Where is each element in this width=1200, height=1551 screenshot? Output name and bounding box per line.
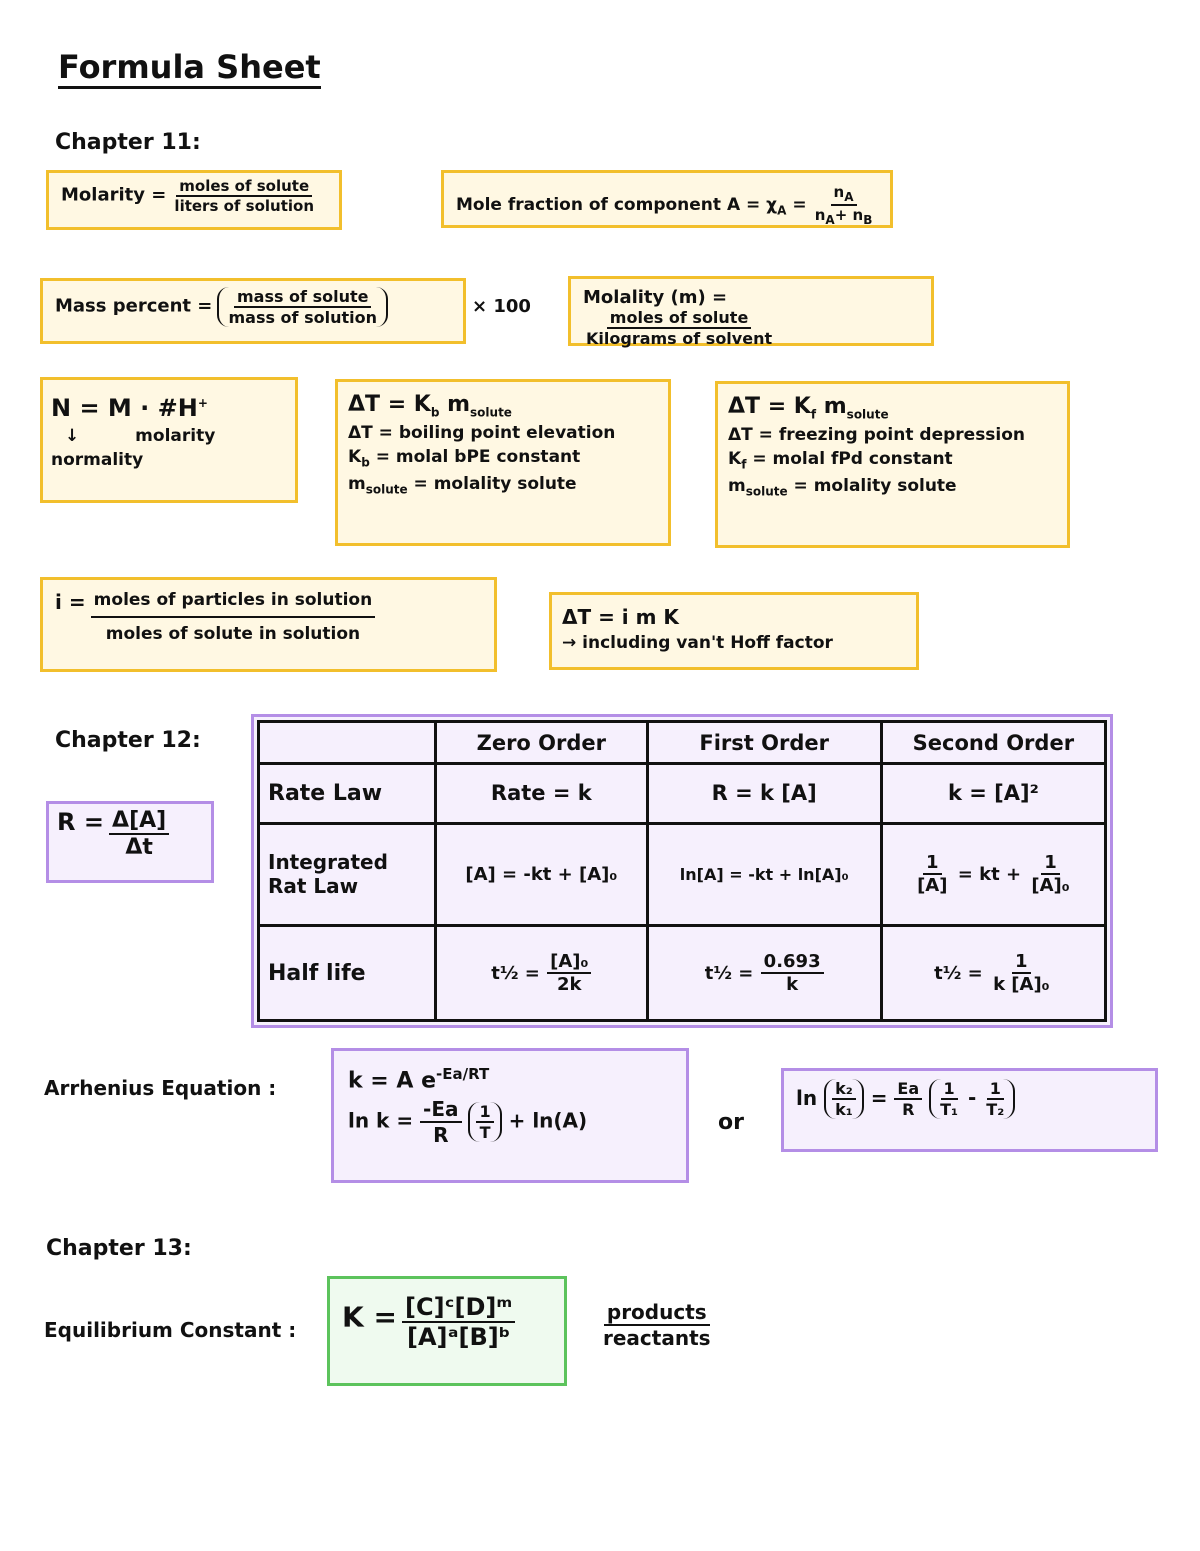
normality-equation: N = M · #H+ (51, 394, 208, 422)
rate-law-second: k = [A]² (881, 764, 1105, 824)
chapter-11-heading: Chapter 11: (55, 130, 201, 155)
boiling-point-box (335, 379, 671, 546)
molarity-fraction (171, 177, 317, 215)
mass-percent-label: Mass percent = (55, 295, 213, 317)
arrhenius-label: Arrhenius Equation : (44, 1076, 277, 1100)
vant-hoff-denominator: moles of solute in solution (105, 624, 361, 644)
equilibrium-label: Equilibrium Constant : (44, 1318, 297, 1342)
rate-fraction (109, 808, 169, 860)
imk-equation: ΔT = i m K (562, 605, 679, 629)
molarity-label: Molarity = (61, 184, 167, 206)
vant-hoff-fraction (91, 590, 376, 644)
table-header-second: Second Order (881, 722, 1105, 764)
mole-fraction-fraction: $\frac{n_A}{n_A+ n_B}$ (814, 183, 873, 227)
bp-definition: ΔT = boiling point elevation (348, 423, 616, 444)
molality-numerator: moles of solute (607, 308, 752, 329)
fp-constant: $K_f$ = molal fPd constant (728, 449, 953, 472)
vant-hoff-numerator: moles of particles in solution (91, 590, 376, 618)
reactants-label: reactants (603, 1326, 711, 1350)
bp-constant: $K_b$ = molal bPE constant (348, 447, 581, 470)
rate-law-zero: Rate = k (436, 764, 648, 824)
half-life-first: t½ = $\frac{0.693}{k}$ (647, 926, 881, 1021)
integrated-second: $\frac{1}{[A]}$ = kt + $\frac{1}{\text{[A]₀}}$ (881, 823, 1105, 925)
integrated-zero: [A] = -kt + [A]₀ (436, 823, 648, 925)
mass-percent-numerator: mass of solute (234, 287, 372, 308)
chapter-13-heading: Chapter 13: (46, 1236, 192, 1261)
row-label-integrated: Integrated Rat Law (259, 823, 436, 925)
bp-equation: $\Delta T = K_b$ $m_{solute}$ (348, 392, 512, 420)
molarity-box (46, 170, 342, 230)
arrhenius-linear: ln k = $\frac{-Ea}{R}$ $\frac{1}{T}$ + ln(A) (348, 1097, 588, 1148)
rate-denominator: Δt (125, 835, 153, 860)
half-life-second: t½ = $\frac{1}{\text{k [A]₀}}$ (881, 926, 1105, 1021)
equilibrium-k-label: K = (342, 1300, 397, 1334)
arrhenius-box (331, 1048, 689, 1183)
table-row (259, 926, 1106, 1021)
table-row (259, 823, 1106, 925)
molarity-numerator: moles of solute (176, 177, 312, 197)
arrhenius-equation: k = A $e^{-Ea/RT}$ (348, 1065, 490, 1094)
mass-percent-box (40, 278, 466, 344)
mass-percent-times-100: × 100 (472, 296, 531, 317)
rate-law-first: R = k [A] (647, 764, 881, 824)
vant-hoff-label: i = (55, 590, 86, 614)
row-label-rate-law: Rate Law (259, 764, 436, 824)
table-header-first: First Order (647, 722, 881, 764)
normality-box (40, 377, 298, 503)
equilibrium-numerator: [C]ᶜ[D]ᵐ (402, 1293, 515, 1323)
or-label: or (718, 1110, 744, 1135)
molarity-denominator: liters of solution (174, 197, 314, 215)
page-title: Formula Sheet (58, 48, 321, 89)
table-header-zero: Zero Order (436, 722, 648, 764)
mass-percent-denominator: mass of solution (228, 308, 377, 327)
molality-fraction (583, 308, 775, 348)
fp-definition: ΔT = freezing point depression (728, 425, 1026, 446)
rate-laws-table (257, 720, 1107, 1022)
fp-equation: $\Delta T = K_f$ $m_{solute}$ (728, 394, 889, 422)
freezing-point-box (715, 381, 1070, 548)
arrhenius-two-point: ln $\frac{\text{k₂}}{\text{k₁}}$ = $\frac{Ea}{R}$ $\frac{1}{\text{T₁}}$ - $\frac{1}{\text{T₂}}$ (796, 1086, 1015, 1110)
mole-fraction-box (441, 170, 893, 228)
molality-denominator: Kilograms of solvent (586, 329, 773, 348)
bp-molality: $m_{solute}$ = molality solute (348, 473, 577, 497)
products-over-reactants (600, 1300, 714, 1350)
table-header-empty (259, 722, 436, 764)
row-label-half-life: Half life (259, 926, 436, 1021)
molality-label: Molality (m) = (583, 287, 728, 308)
table-row (259, 764, 1106, 824)
rate-box (46, 801, 214, 883)
fp-molality: $m_{solute}$ = molality solute (728, 475, 957, 499)
half-life-zero: t½ = $\frac{\text{[A]₀}}{2k}$ (436, 926, 648, 1021)
rate-numerator: Δ[A] (109, 808, 169, 835)
molality-box (568, 276, 934, 346)
mole-fraction-label: Mole fraction of component $A = \chi_A$ = (456, 194, 807, 217)
vant-hoff-box (40, 577, 497, 672)
imk-note: → including van't Hoff factor (562, 633, 833, 653)
imk-box (549, 592, 919, 670)
products-label: products (604, 1300, 710, 1326)
rate-label: R = (57, 808, 104, 836)
equilibrium-fraction (402, 1293, 515, 1351)
integrated-first: ln[A] = -kt + ln[A]₀ (647, 823, 881, 925)
mass-percent-paren (217, 287, 388, 327)
normality-molarity-note: ↓ molarity (65, 426, 216, 446)
equilibrium-constant-box (327, 1276, 567, 1386)
chapter-12-heading: Chapter 12: (55, 728, 201, 753)
arrhenius-two-point-box (781, 1068, 1158, 1152)
table-header-row (259, 722, 1106, 764)
equilibrium-denominator: [A]ᵃ[B]ᵇ (407, 1323, 511, 1351)
normality-note: normality (51, 450, 144, 470)
rate-laws-table-box (251, 714, 1113, 1028)
